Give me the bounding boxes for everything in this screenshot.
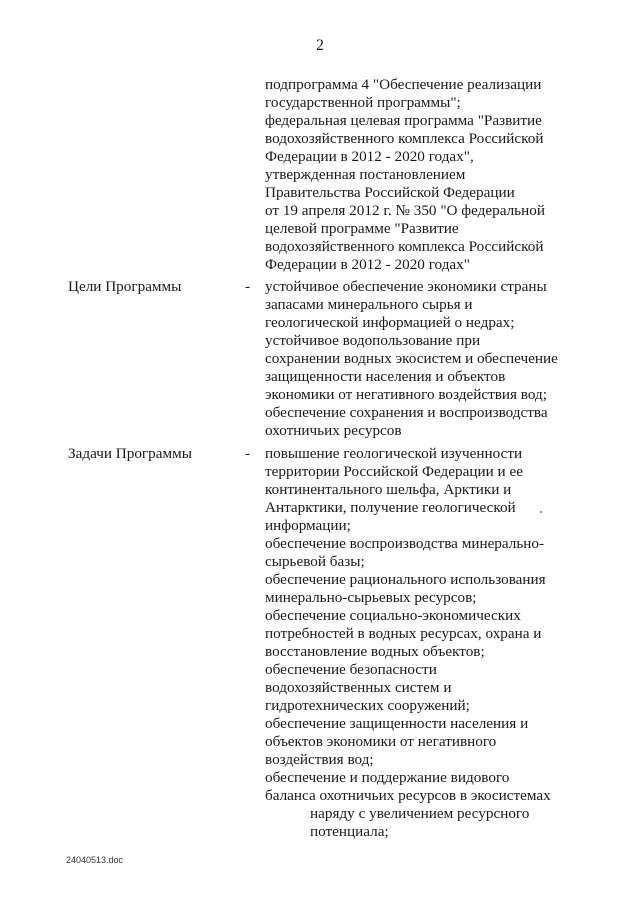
goals-line: экономики от негативного воздействия вод; bbox=[265, 386, 547, 403]
continuation-line: водохозяйственного комплекса Российской bbox=[265, 130, 544, 147]
continuation-line: Федерации в 2012 - 2020 годах" bbox=[265, 256, 470, 273]
continuation-line: Федерации в 2012 - 2020 годах", bbox=[265, 148, 474, 165]
tasks-line: баланса охотничьих ресурсов в экосистемах bbox=[265, 787, 551, 804]
continuation-line: утвержденная постановлением bbox=[265, 166, 466, 183]
tasks-line: обеспечение социально-экономических bbox=[265, 607, 521, 624]
tasks-line: обеспечение воспроизводства минерально- bbox=[265, 535, 545, 552]
continuation-line: федеральная целевая программа "Развитие bbox=[265, 112, 542, 129]
scan-speck bbox=[540, 511, 542, 513]
tasks-line: гидротехнических сооружений; bbox=[265, 697, 470, 714]
tasks-text bbox=[265, 445, 575, 841]
tasks-line: обеспечение защищенности населения и bbox=[265, 715, 529, 732]
tasks-line: восстановление водных объектов; bbox=[265, 643, 485, 660]
goals-dash: - bbox=[245, 278, 251, 295]
tasks-line: воздействия вод; bbox=[265, 751, 374, 768]
goals-text bbox=[265, 278, 575, 440]
goals-line: охотничьих ресурсов bbox=[265, 422, 402, 439]
tasks-line: водохозяйственных систем и bbox=[265, 679, 452, 696]
continuation-line: водохозяйственного комплекса Российской bbox=[265, 238, 544, 255]
goals-line: обеспечение сохранения и воспроизводства bbox=[265, 404, 548, 421]
goals-label: Цели Программы bbox=[68, 278, 182, 295]
continuation-line: подпрограмма 4 "Обеспечение реализации bbox=[265, 76, 542, 93]
tasks-line: потребностей в водных ресурсах, охрана и bbox=[265, 625, 542, 642]
tasks-line: объектов экономики от негативного bbox=[265, 733, 497, 750]
continuation-line: целевой программе "Развитие bbox=[265, 220, 459, 237]
goals-line: запасами минерального сырья и bbox=[265, 296, 473, 313]
tasks-line: обеспечение и поддержание видового bbox=[265, 769, 510, 786]
tasks-line: обеспечение рационального использования bbox=[265, 571, 546, 588]
goals-line: геологической информацией о недрах; bbox=[265, 314, 515, 331]
tasks-line: наряду с увеличением ресурсного bbox=[310, 805, 530, 822]
program-participants-continuation bbox=[265, 76, 575, 274]
page-number: 2 bbox=[316, 37, 324, 54]
tasks-label: Задачи Программы bbox=[68, 445, 192, 462]
continuation-line: государственной программы"; bbox=[265, 94, 461, 111]
continuation-line: Правительства Российской Федерации bbox=[265, 184, 515, 201]
goals-line: устойчивое обеспечение экономики страны bbox=[265, 278, 547, 295]
goals-line: защищенности населения и объектов bbox=[265, 368, 506, 385]
tasks-line: информации; bbox=[265, 517, 351, 534]
document-filename: 24040513.doc bbox=[66, 855, 124, 865]
tasks-line: сырьевой базы; bbox=[265, 553, 365, 570]
tasks-line: Антарктики, получение геологической bbox=[265, 499, 516, 516]
tasks-line: континентального шельфа, Арктики и bbox=[265, 481, 512, 498]
tasks-line: минерально-сырьевых ресурсов; bbox=[265, 589, 477, 606]
tasks-line: обеспечение безопасности bbox=[265, 661, 437, 678]
goals-line: устойчивое водопользование при bbox=[265, 332, 481, 349]
continuation-line: от 19 апреля 2012 г. № 350 "О федеральной bbox=[265, 202, 545, 219]
tasks-dash: - bbox=[245, 445, 251, 462]
tasks-line: территории Российской Федерации и ее bbox=[265, 463, 523, 480]
goals-line: сохранении водных экосистем и обеспечение bbox=[265, 350, 558, 367]
tasks-line: повышение геологической изученности bbox=[265, 445, 523, 462]
tasks-line: потенциала; bbox=[310, 823, 389, 840]
